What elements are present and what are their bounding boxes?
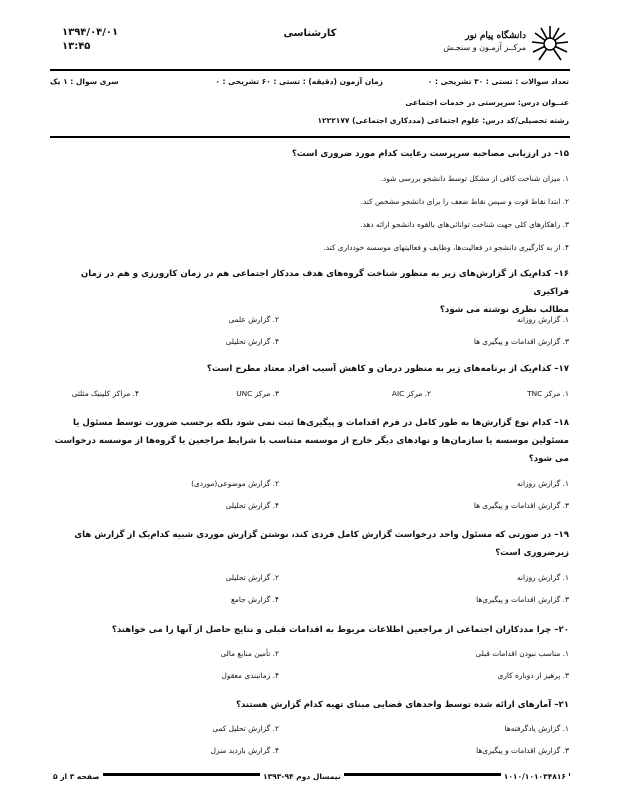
option: ۲. گزارش علمی (228, 315, 279, 324)
university-name: دانشگاه پیام نور (465, 31, 526, 41)
question-text: چرا مددکاران اجتماعی از مراجعین اطلاعات مربوط به اقدامات قبلی و نتایج حاصل از آنها را می خواهند؟ (111, 625, 552, 635)
question-series: سری سوال : ۱ یک (50, 77, 119, 86)
degree-title: کارشناسی (283, 28, 337, 39)
question-text-cont: می شود؟ (528, 454, 569, 464)
option: ۳. پرهیز از دوباره کاری (497, 671, 569, 680)
option: ۳. گزارش اقدامات و پیگیری ها (473, 337, 569, 346)
page-header (50, 22, 570, 68)
option: ۱. میزان شناخت کافی از مشکل توسط دانشجو بررسی شود. (380, 174, 569, 183)
university-logo (440, 24, 570, 64)
question-number: ۱۵ (558, 149, 569, 159)
exam-time: ۱۳:۴۵ (62, 41, 91, 52)
question-number: ۱۶ (558, 269, 569, 279)
option: ۳. گزارش اقدامات و پیگیری‌ها (476, 595, 569, 604)
question-text: کدام نوع گزارش‌ها به طور کامل در فرم اقدامات و پیگیری‌ها ثبت نمی شود بلکه برحسب ضرورت توسط مسئول یا (72, 418, 552, 428)
option: ۴. گزارش جامع (231, 595, 279, 604)
question-number: ۱۸ (558, 418, 569, 428)
option: ۳. گزارش اقدامات و پیگیری‌ها (476, 746, 569, 755)
question-17: ۱۷– کدام‌یک از برنامه‌های زیر به منظور درمان و کاهش آسیب افراد معتاد مطرح است؟ (206, 364, 569, 374)
question-21: ۲۱– آمارهای ارائه شده توسط واحدهای قضایی مبنای تهیه کدام گزارش هستند؟ (235, 700, 569, 710)
option: ۱. گزارش روزانه (516, 573, 569, 582)
sunburst-logo-icon (530, 24, 570, 64)
option: ۲. گزارش موضوعی(موردی) (191, 479, 279, 488)
course-title: عنــوان درس: سرپرستی در خدمات اجتماعی (405, 98, 569, 107)
exam-code: ۱۰۱۰/۱۰۱۰۳۴۸۱۶ (501, 772, 569, 781)
option: ۴. زمانبندی معقول (221, 671, 279, 680)
header-divider (50, 69, 570, 71)
question-text: در ارزیابی مصاحبه سرپرست رعایت کدام مورد ضروری است؟ (291, 149, 552, 159)
question-counts: تعداد سوالات : تستی : ۳۰ تشریحی : ۰ (427, 77, 569, 86)
question-text: در صورتی که مسئول واحد درخواست گزارش کامل فردی کند، نوشتن گزارش موردی شبیه کدام‌یک از گزارش های (74, 530, 552, 540)
field-course-code: رشته تحصیلی/کد درس: علوم اجتماعی (مددکاری اجتماعی) ۱۲۲۲۱۷۷ (317, 116, 569, 125)
question-18: ۱۸– کدام نوع گزارش‌ها به طور کامل در فرم اقدامات و پیگیری‌ها ثبت نمی شود بلکه برحسب ضرورت توسط مسئول یا مسئولین موسسه یا سازمان‌ها و نهادهای دیگر خارج از موسسه متناسب با شرایط مراجعین یا گروه‌ها از موسسه درخواست می شود؟ (49, 414, 569, 468)
assessment-center: مرکــز آزمـون و سنجـش (443, 43, 526, 52)
option: ۲. تأمین منابع مالی (220, 649, 279, 658)
question-text-cont: زیرضروری است؟ (495, 548, 569, 558)
option: ۳. مرکز UNC (236, 389, 279, 398)
option: ۴. گزارش تحلیلی (225, 501, 279, 510)
option: ۲. گزارش تحلیلی (225, 573, 279, 582)
info-divider (50, 136, 570, 138)
option: ۴. گزارش بازدید منزل (210, 746, 279, 755)
exam-date: ۱۳۹۴/۰۴/۰۱ (62, 27, 119, 38)
option: ۳. راهکارهای کلی جهت شناخت توانائی‌های بالقوه دانشجو ارائه دهد. (360, 220, 569, 229)
question-15: ۱۵– در ارزیابی مصاحبه سرپرست رعایت کدام مورد ضروری است؟ (291, 149, 569, 159)
exam-duration: زمان آزمون (دقیقه) : تستی : ۶۰ تشریحی : ۰ (215, 77, 383, 86)
question-19: ۱۹– در صورتی که مسئول واحد درخواست گزارش کامل فردی کند، نوشتن گزارش موردی شبیه کدام‌یک از گزارش های زیرضروری است؟ (49, 526, 569, 562)
semester-label: نیمسال دوم ۹۴-۱۳۹۳ (260, 772, 344, 781)
option: ۲. گزارش تحلیل کمی (212, 724, 279, 733)
option: ۱. گزارش روزانه (516, 315, 569, 324)
question-text: کدام‌یک از برنامه‌های زیر به منظور درمان و کاهش آسیب افراد معتاد مطرح است؟ (206, 364, 552, 374)
page-number: صفحه ۳ از ۵ (50, 772, 103, 781)
question-16: ۱۶– کدام‌یک از گزارش‌های زیر به منظور شناخت گروه‌های هدف مددکار اجتماعی هم در زمان کارورزی و هم در زمان فراکیری مطالب نظری نوشته می شود؟ (49, 265, 569, 319)
question-text: کدام‌یک از گزارش‌های زیر به منظور شناخت گروه‌های هدف مددکار اجتماعی هم در زمان کارورزی و هم در زمان فراکیری (80, 269, 569, 297)
question-20: ۲۰– چرا مددکاران اجتماعی از مراجعین اطلاعات مربوط به اقدامات قبلی و نتایج حاصل از آنها را می خواهند؟ (111, 625, 569, 635)
option: ۱. مناسب نبودن اقدامات قبلی (475, 649, 569, 658)
option: ۲. ابتدا نقاط قوت و سپس نقاط ضعف را برای دانشجو مشخص کند. (360, 197, 569, 206)
option: ۱. گزارش روزانه (516, 479, 569, 488)
option: ۱. مرکز TNC (527, 389, 569, 398)
question-number: ۲۰ (558, 625, 569, 635)
option: ۱. گزارش یادگرفته‌ها (504, 724, 569, 733)
option: ۴. گزارش تحلیلی (225, 337, 279, 346)
question-text-cont: مسئولین موسسه یا سازمان‌ها و نهادهای دیگر خارج از موسسه متناسب با شرایط مراجعین یا گروه‌ها از موسسه درخواست (54, 436, 569, 446)
question-number: ۲۱ (558, 700, 569, 710)
option: ۴. از به کارگیری دانشجو در فعالیت‌ها، وظایف و فعالیتهای موسسه خودداری کند. (323, 243, 569, 252)
question-text-cont: مطالب نظری نوشته می شود؟ (439, 305, 569, 315)
question-text: آمارهای ارائه شده توسط واحدهای قضایی مبنای تهیه کدام گزارش هستند؟ (235, 700, 552, 710)
question-number: ۱۷ (558, 364, 569, 374)
option: ۳. گزارش اقدامات و پیگیری ها (473, 501, 569, 510)
option: ۴. مراکز کلینیک مثلثی (71, 389, 139, 398)
option: ۲. مرکز AIC (391, 389, 431, 398)
question-number: ۱۹ (558, 530, 569, 540)
